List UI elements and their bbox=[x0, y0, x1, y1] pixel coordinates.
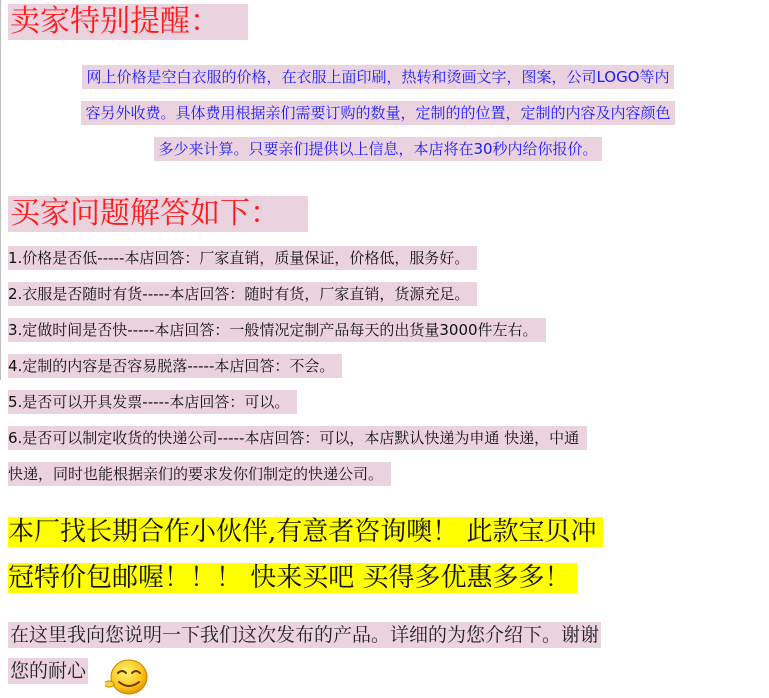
notice-line: 容另外收费。具体费用根据亲们需要订购的数量，定制的的位置，定制的内容及内容颜色 bbox=[8, 100, 748, 127]
faq-item: 快递，同时也能根据亲们的要求发你们制定的快递公司。 bbox=[8, 462, 748, 486]
reminder-heading: 卖家特别提醒： bbox=[8, 4, 248, 40]
smile-emoticon-icon bbox=[105, 656, 149, 696]
faq-item: 5.是否可以开具发票-----本店回答：可以。 bbox=[8, 390, 748, 414]
promo-line: 本厂找长期合作小伙伴,有意者咨询噢！ 此款宝贝冲 bbox=[8, 512, 748, 552]
intro-line: 您的耐心 bbox=[10, 660, 87, 682]
faq-heading-block bbox=[8, 196, 308, 232]
faq-heading: 买家问题解答如下： bbox=[8, 196, 308, 232]
price-notice bbox=[8, 64, 748, 163]
faq-item: 2.衣服是否随时有货-----本店回答：随时有货，厂家直销，货源充足。 bbox=[8, 282, 748, 306]
notice-line: 多少来计算。只要亲们提供以上信息，本店将在30秒内给你报价。 bbox=[8, 136, 748, 163]
faq-item: 4.定制的内容是否容易脱落-----本店回答：不会。 bbox=[8, 354, 748, 378]
reminder-heading-block bbox=[8, 4, 248, 40]
notice-line: 网上价格是空白衣服的价格，在衣服上面印刷，热转和烫画文字，图案，公司LOGO等内 bbox=[8, 64, 748, 91]
faq-item: 3.定做时间是否快-----本店回答：一般情况定制产品每天的出货量3000件左右。 bbox=[8, 318, 748, 342]
faq-item: 6.是否可以制定收货的快递公司-----本店回答：可以，本店默认快递为申通 快递，中通 bbox=[8, 426, 748, 450]
promo-line: 冠特价包邮喔！！！ 快来买吧 买得多优惠多多！ bbox=[8, 558, 748, 598]
left-border bbox=[0, 0, 1, 380]
faq-item: 1.价格是否低-----本店回答：厂家直销，质量保证，价格低，服务好。 bbox=[8, 246, 748, 270]
intro-line: 在这里我向您说明一下我们这次发布的产品。详细的为您介绍下。谢谢 bbox=[10, 624, 600, 646]
